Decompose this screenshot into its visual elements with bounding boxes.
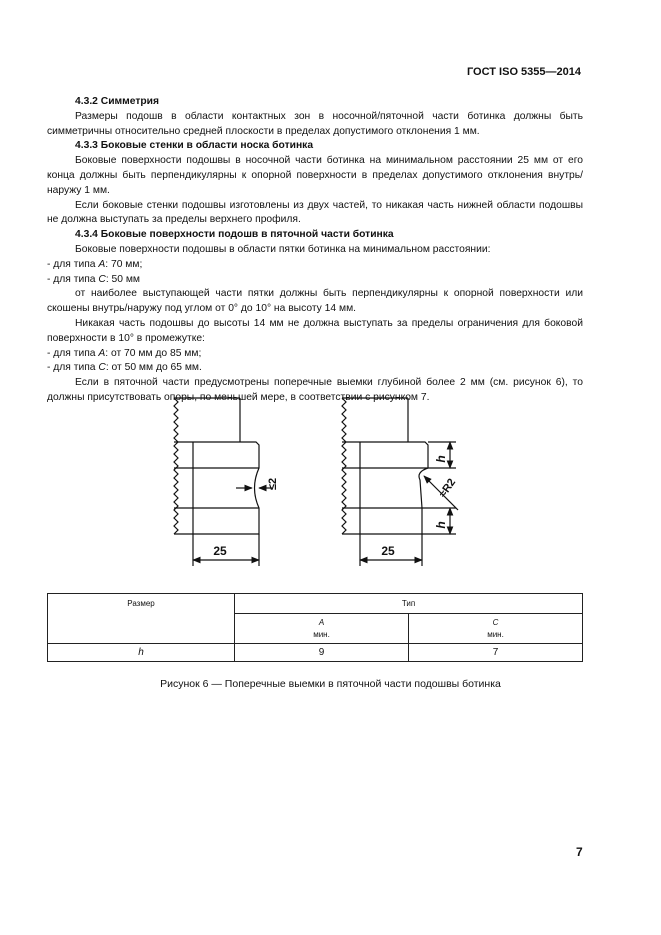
table-cell-c-value: 7: [409, 644, 583, 662]
list-item-type-a-range: - для типа A: от 70 мм до 85 мм;: [47, 347, 202, 359]
table-cell-h: h: [48, 644, 235, 662]
right-dimension-label: 25: [381, 544, 395, 558]
figure-heel-recesses: [160, 392, 500, 582]
main-text: [47, 95, 583, 406]
table-row: [48, 644, 583, 662]
section-4-3-4-text-3: Никакая часть подошвы до высоты 14 мм не должна выступать за пределы ограничения для боковой поверхности в 10° в промежутке:: [47, 317, 583, 344]
list-item-type-a-70: - для типа A: 70 мм;: [47, 258, 143, 270]
dimensions-table: [47, 593, 583, 662]
table-header-type: Тип: [235, 594, 583, 614]
radius-label: ≈R2: [436, 476, 459, 500]
h-label-top: h: [434, 455, 448, 463]
table-header-type-a: A мин.: [235, 614, 409, 644]
section-4-3-2-text: Размеры подошв в области контактных зон в носочной/пяточной части ботинка должны быть симметричны относительно средней плоскости в пределах допустимого отклонения 1 мм.: [47, 110, 583, 137]
table-cell-a-value: 9: [235, 644, 409, 662]
h-label-bottom: h: [434, 521, 448, 529]
figure-caption: Рисунок 6 — Поперечные выемки в пяточной части подошвы ботинка: [160, 678, 501, 690]
right-sole-drawing: [342, 398, 458, 566]
section-4-3-4-text-2: от наиболее выступающей части пятки должны быть перпендикулярны к опорной поверхности или скошены внутрь/наружу под углом от 0° до 10° на высоту 14 мм.: [47, 288, 583, 315]
list-item-type-c-50: - для типа C: 50 мм: [47, 273, 141, 285]
document-id: ГОСТ ISO 5355—2014: [466, 66, 581, 78]
page-number: 7: [576, 845, 583, 859]
list-item-type-c-range: - для типа C: от 50 мм до 65 мм.: [47, 362, 202, 374]
table-header-type-c: C мин.: [409, 614, 583, 644]
left-tolerance-label: ≤2: [267, 477, 279, 491]
section-4-3-2-title: 4.3.2 Симметрия: [75, 96, 160, 107]
section-4-3-3-title: 4.3.3 Боковые стенки в области носка ботинка: [75, 140, 314, 152]
left-dimension-label: 25: [213, 544, 227, 558]
left-sole-drawing: [174, 398, 272, 566]
section-4-3-3-text-1: Боковые поверхности подошвы в носочной части ботинка на минимальном расстоянии 25 мм от его конца должны быть перпендикулярны к опорной поверхности в пределах допустимого отклонения внутрь/наружу 1 мм.: [47, 155, 583, 196]
section-4-3-4-text-1: Боковые поверхности подошвы в области пятки ботинка на минимальном расстоянии:: [75, 243, 491, 255]
section-4-3-3-text-2: Если боковые стенки подошвы изготовлены из двух частей, то никакая часть нижней области подошвы не должна выступать за пределы верхнего профиля.: [47, 199, 583, 226]
section-4-3-4-text-4: Если в пяточной части предусмотрены поперечные выемки глубиной более 2 мм (см. рисунок 6), то должны присутствовать опоры, по меньшей мере, в соответствии с рисунком 7.: [47, 377, 583, 403]
section-4-3-4-title: 4.3.4 Боковые поверхности подошв в пяточной части ботинка: [75, 229, 394, 241]
table-header-size: Размер: [48, 594, 235, 644]
